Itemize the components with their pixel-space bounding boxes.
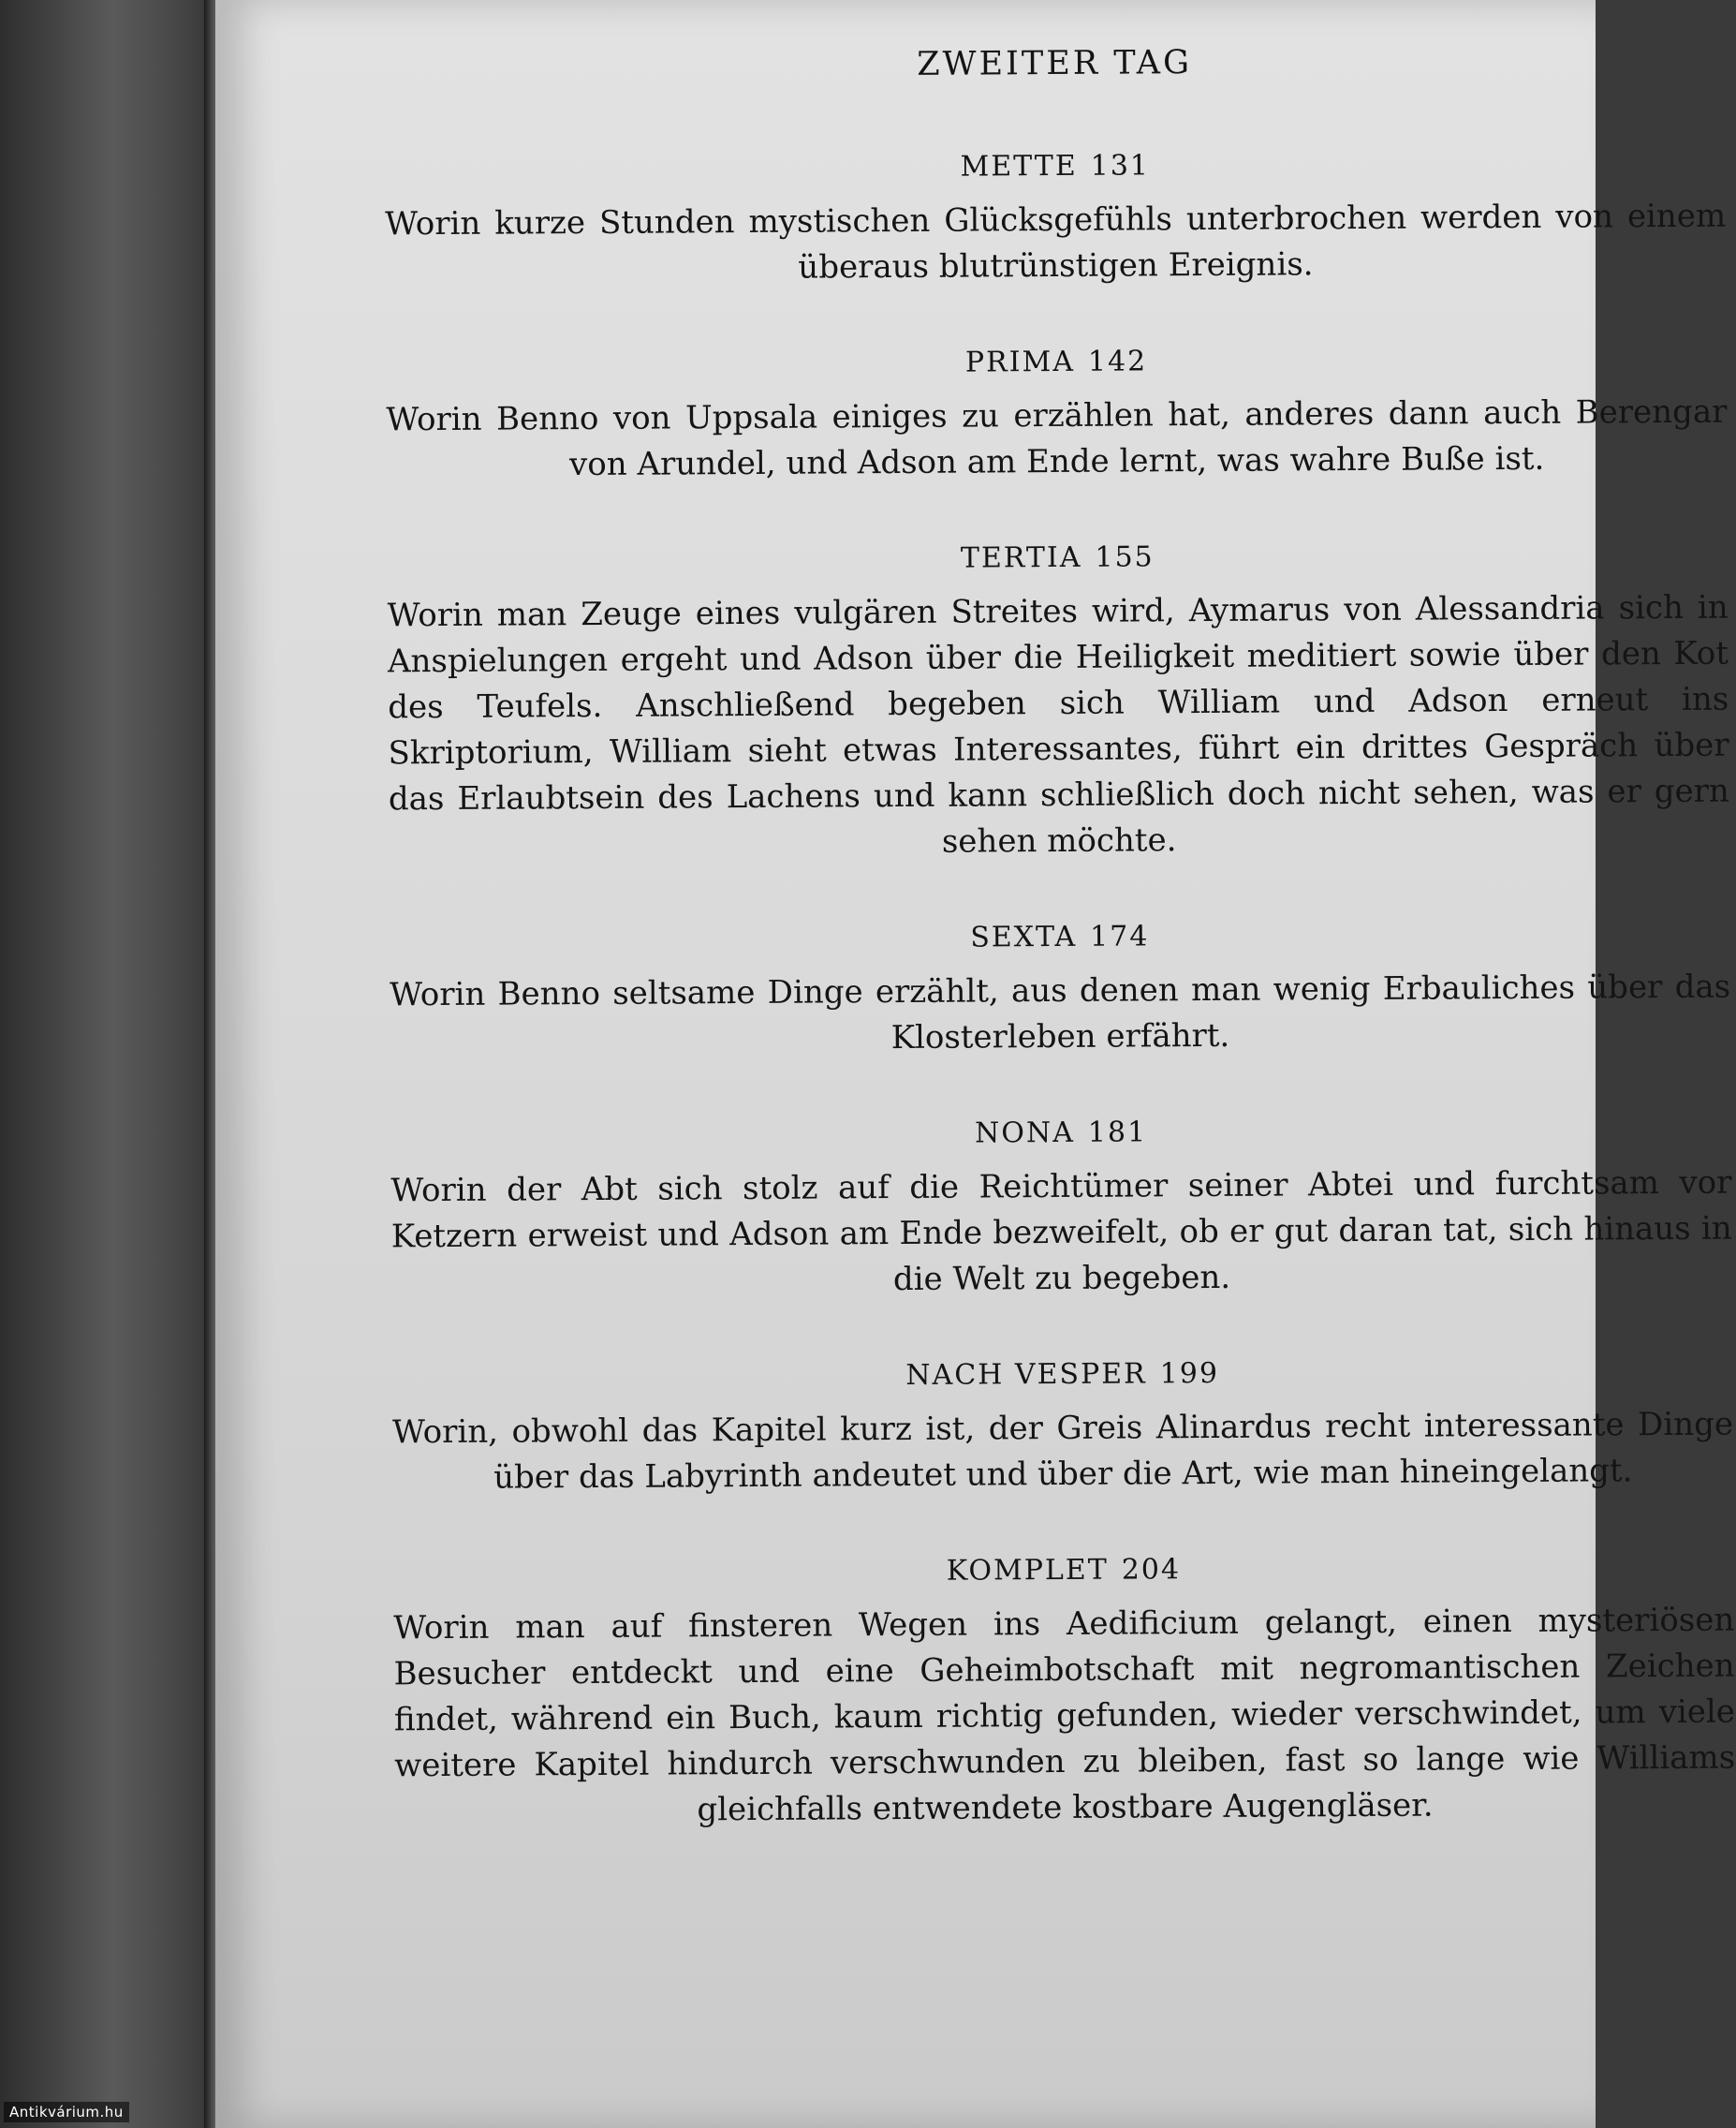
watermark-label: Antikvárium.hu xyxy=(4,2102,129,2122)
chapter-entry xyxy=(386,342,1728,490)
chapter-page-number: 204 xyxy=(1121,1553,1182,1587)
chapter-entry xyxy=(385,146,1727,294)
chapter-name: SEXTA xyxy=(970,920,1078,954)
chapter-heading xyxy=(385,146,1726,187)
chapter-heading xyxy=(390,917,1730,958)
chapter-description: Worin man Zeuge eines vulgären Streites wird, Aymarus von Alessandria sich in Anspielungen ergeht und Adson über die Heiligkeit meditiert sowie über den Kot des Teufels. Anschließend begeben sich William und Adson erneut ins Skriptorium, William sieht etwas Interessantes, führt ein drittes Gespräch über das Erlaubtsein des Lachens und kann schließlich doch nicht sehen, was er gern sehen möchte. xyxy=(387,588,1730,861)
chapter-name: TERTIA xyxy=(960,540,1082,575)
chapter-description: Worin der Abt sich stolz auf die Reichtümer seiner Abtei und furchtsam vor Ketzern erweist und Adson am Ende bezweifelt, ob er gut daran tat, sich hinaus in die Welt zu begeben. xyxy=(390,1163,1732,1299)
chapter-page-number: 142 xyxy=(1087,345,1148,378)
chapter-entry xyxy=(392,1354,1734,1502)
chapter-page-number: 174 xyxy=(1089,920,1150,953)
chapter-name: PRIMA xyxy=(964,345,1076,379)
chapter-page-number: 181 xyxy=(1087,1116,1148,1149)
chapter-entry xyxy=(393,1550,1736,1836)
chapter-name: METTE xyxy=(960,149,1078,184)
chapter-description: Worin, obwohl das Kapitel kurz ist, der Greis Alinardus recht interessante Dinge über das Labyrinth andeutet und über die Art, wie man hineingelangt. xyxy=(391,1405,1734,1497)
chapter-heading xyxy=(393,1550,1734,1591)
chapter-page-number: 131 xyxy=(1090,149,1151,183)
chapter-page-number: 155 xyxy=(1095,540,1155,574)
chapter-description: Worin man auf finsteren Wegen ins Aedificium gelangt, einen mysteriösen Besucher entdeckt und eine Geheimbotschaft mit negromantischen Zeichen findet, während ein Buch, kaum richtig gefunden, wieder verschwindet, um viele weitere Kapitel hindurch verschwunden zu bleiben, fast so lange wie Williams gleichfalls entwendete kostbare Augengläser. xyxy=(393,1601,1736,1829)
chapter-page-number: 199 xyxy=(1159,1356,1220,1391)
chapter-heading xyxy=(390,1113,1731,1154)
table-of-contents xyxy=(384,41,1736,1892)
chapter-name: KOMPLET xyxy=(946,1553,1109,1588)
chapter-name: NONA xyxy=(974,1116,1075,1150)
book-page xyxy=(215,0,1736,2128)
chapter-entry xyxy=(387,538,1729,869)
chapter-heading xyxy=(386,342,1727,383)
chapter-heading xyxy=(392,1354,1733,1396)
chapter-heading xyxy=(387,538,1728,579)
chapter-description: Worin Benno von Uppsala einiges zu erzählen hat, anderes dann auch Berengar von Arundel, und Adson am Ende lernt, was wahre Buße ist. xyxy=(386,392,1728,484)
chapter-entry xyxy=(390,1113,1732,1307)
chapter-name: NACH VESPER xyxy=(905,1357,1147,1392)
chapter-description: Worin Benno seltsame Dinge erzählt, aus denen man wenig Erbauliches über das Klosterleben erfährt. xyxy=(390,968,1731,1057)
day-title: ZWEITER TAG xyxy=(917,44,1193,83)
chapter-entry xyxy=(390,917,1731,1065)
chapter-description: Worin kurze Stunden mystischen Glücksgefühls unterbrochen werden von einem überaus blutrünstigen Ereignis. xyxy=(385,197,1727,287)
